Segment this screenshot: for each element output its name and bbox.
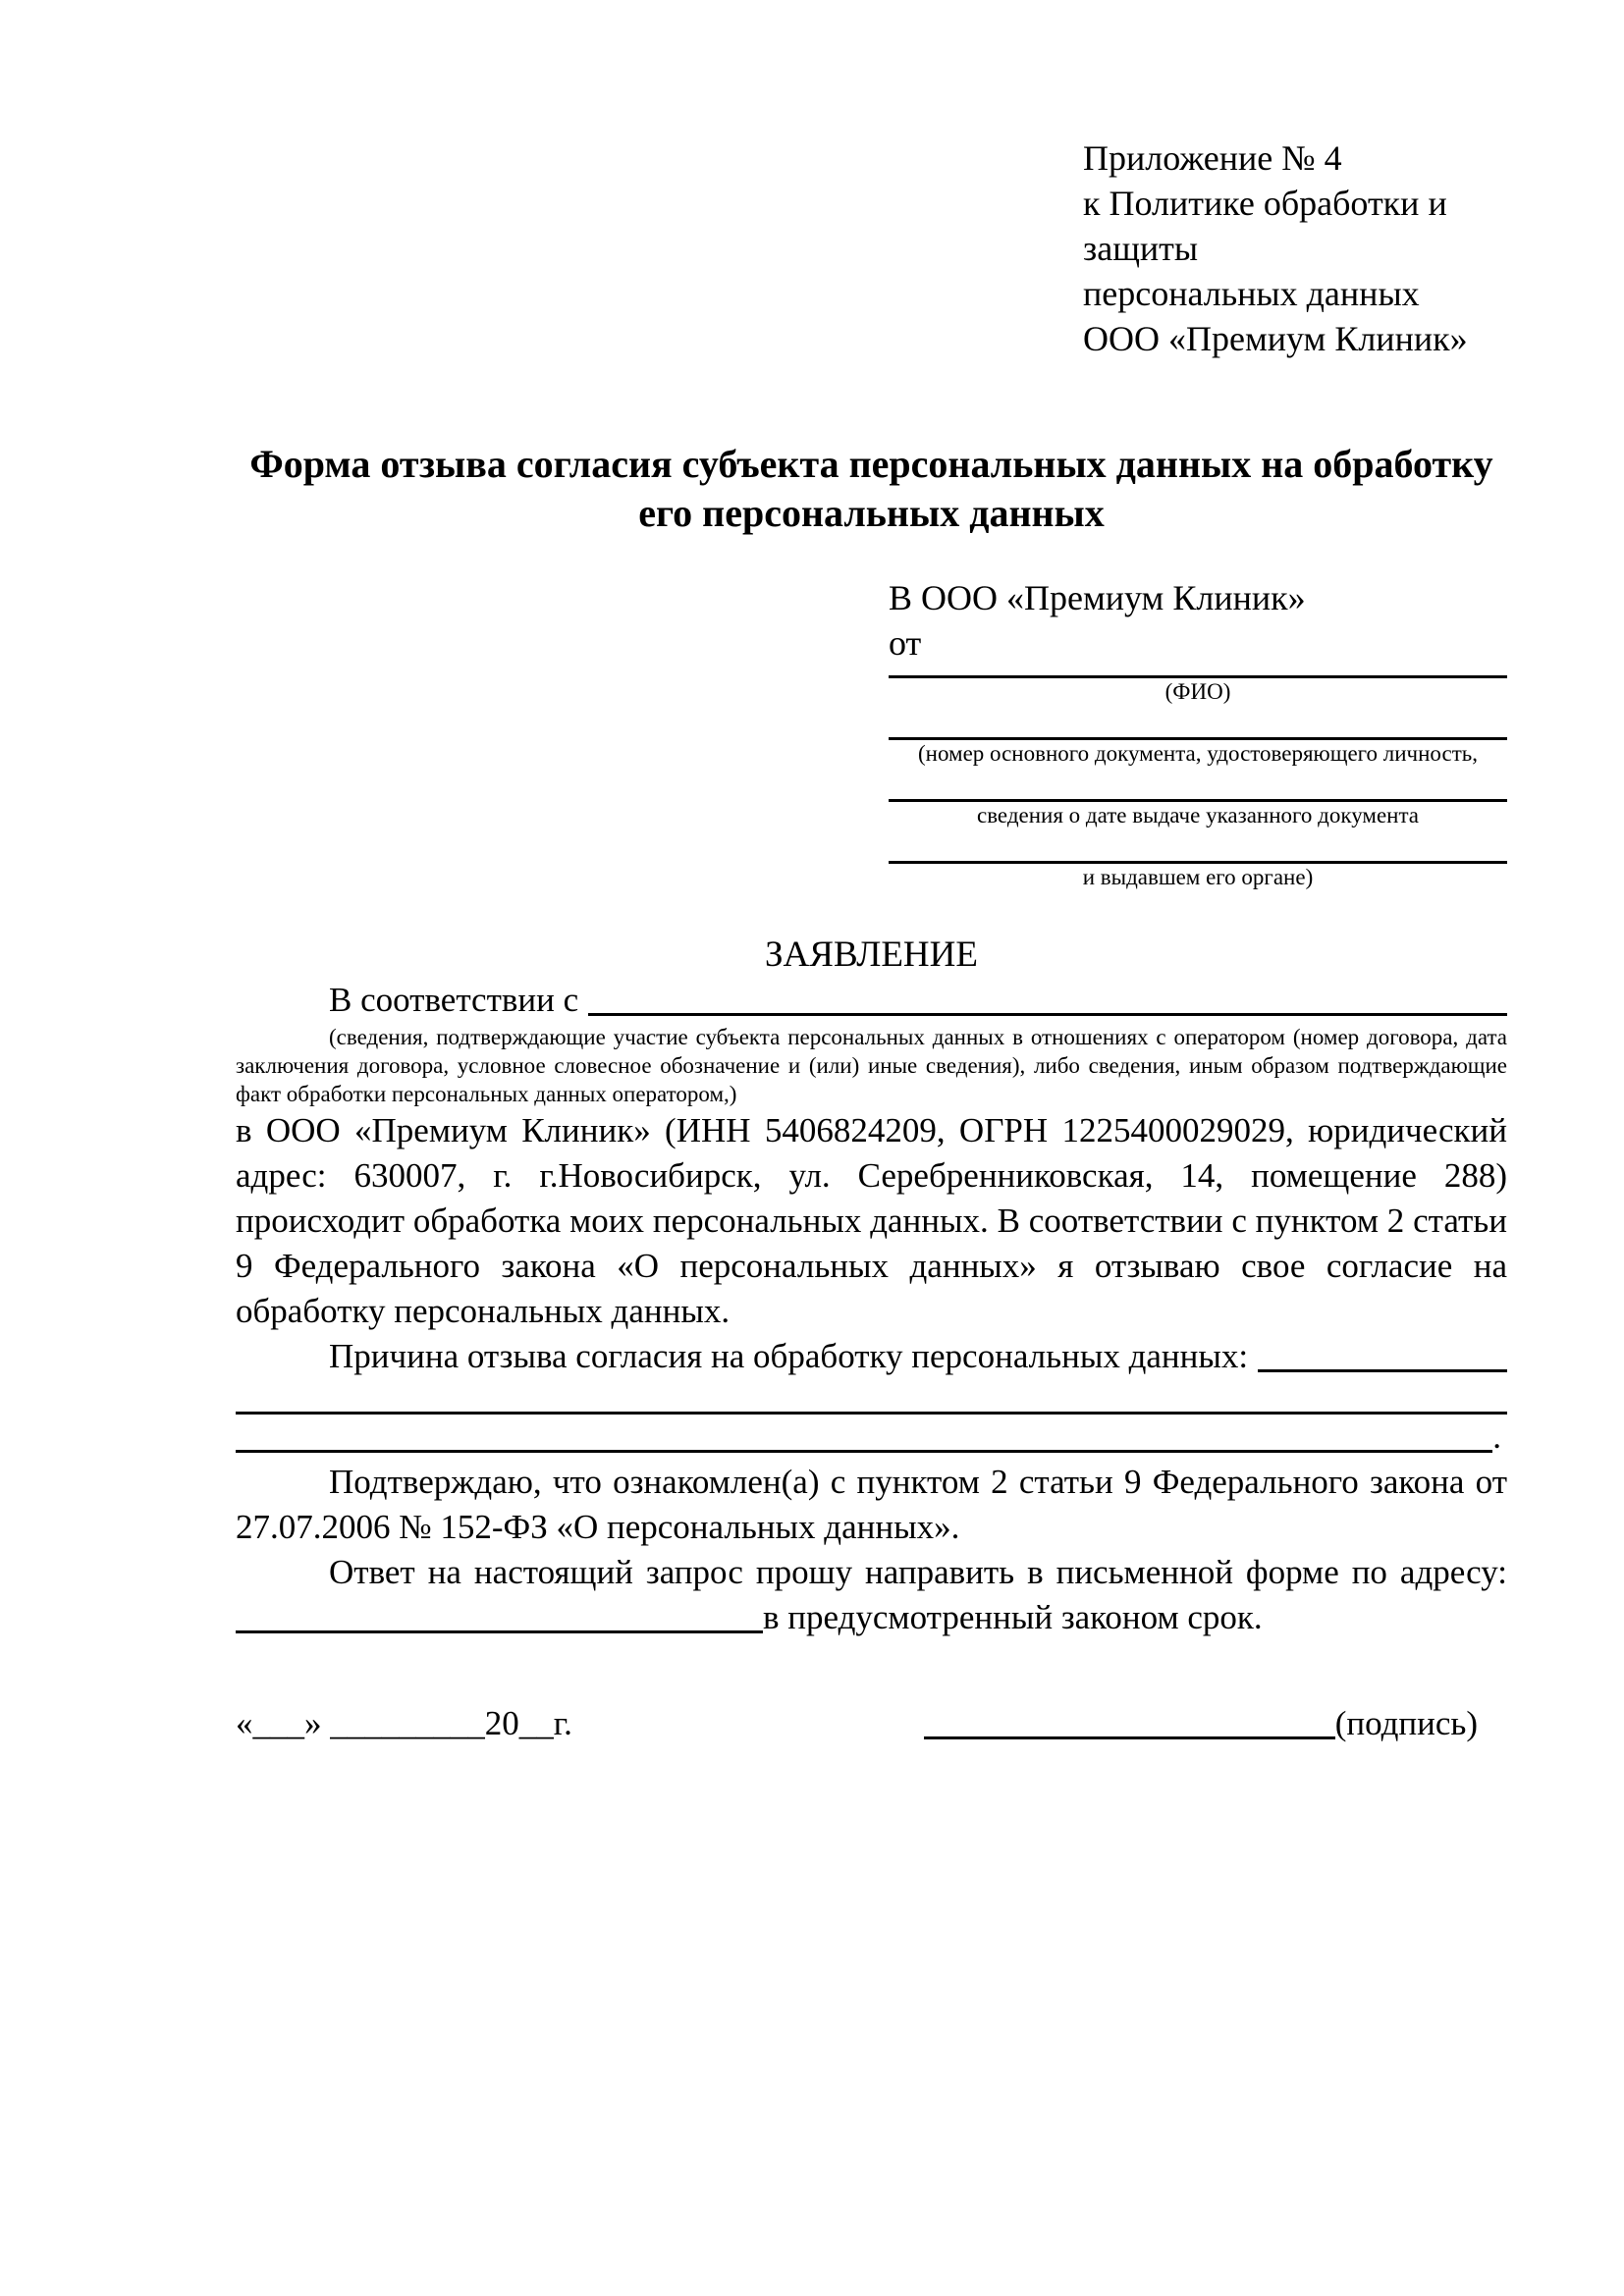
reply-tail: в предусмотренный законом срок. [763, 1598, 1263, 1636]
title-line-2: его персональных данных [638, 491, 1105, 535]
header-line-policy: к Политике обработки и защиты [1083, 184, 1447, 268]
signature-row [236, 1701, 1507, 1746]
addressee-block [889, 575, 1507, 891]
signature-blank-line [924, 1701, 1335, 1739]
confirm-paragraph: Подтверждаю, что ознакомлен(а) с пунктом 2 статьи 9 Федерального закона от 27.07.2006 № 152-ФЗ «О персональных данных». [236, 1463, 1507, 1546]
issue-org-caption: и выдавшем его органе) [1082, 865, 1314, 889]
reply-paragraph-line: Ответ на настоящий запрос прошу направить в письменной форме по адресу: [329, 1553, 1507, 1591]
statement-heading: ЗАЯВЛЕНИЕ [765, 934, 978, 975]
addressee-from: от [889, 623, 922, 663]
header-line-personal-data: персональных данных [1083, 274, 1420, 313]
signature-caption: (подпись) [1334, 1704, 1478, 1742]
doc-number-blank-line [889, 706, 1507, 740]
addressee-to: В ООО «Премиум Клиник» [889, 578, 1306, 617]
blank-write-row-2 [236, 1415, 1507, 1460]
reply-address-blank-line [236, 1595, 763, 1633]
reason-row [236, 1334, 1507, 1379]
fio-blank-line [889, 666, 1507, 678]
body-paragraph: в ООО «Премиум Клиник» (ИНН 5406824209, ОГРН 1225400029029, юридический адрес: 630007, г. г.Новосибирск, ул. Серебренниковская, 14, помещение 288) происходит обработка моих персональных данных. В соответствии с пунктом 2 статьи 9 Федерального закона «О персональных данных» я отзываю свое согласие на обработку персональных данных. [236, 1111, 1507, 1330]
intro-prefix: В соответствии с [329, 981, 579, 1019]
signature-area [924, 1701, 1478, 1746]
reason-prefix: Причина отзыва согласия на обработку персональных данных: [329, 1337, 1249, 1375]
header-line-annex: Приложение № 4 [1083, 138, 1342, 178]
document-title [236, 440, 1507, 538]
date-field: «___» _________20__г. [236, 1704, 572, 1742]
issue-date-caption: сведения о дате выдаче указанного документа [976, 803, 1420, 828]
header-block [1083, 135, 1507, 361]
title-line-1: Форма отзыва согласия субъекта персональных данных на обработку [249, 442, 1493, 486]
intro-row [236, 978, 1507, 1023]
blank-write-line-2 [236, 1415, 1492, 1453]
issue-date-blank-line [889, 768, 1507, 802]
intro-blank-line [588, 978, 1507, 1016]
reply-row [236, 1595, 1507, 1640]
doc-number-caption: (номер основного документа, удостоверяющего личность, [917, 741, 1478, 766]
reason-blank-line [1258, 1334, 1507, 1372]
blank-line-period: . [1492, 1417, 1501, 1456]
fio-caption: (ФИО) [1164, 679, 1231, 704]
issue-org-blank-line [889, 829, 1507, 864]
footnote-text: (сведения, подтверждающие участие субъекта персональных данных в отношениях с оператором (номер договора, дата заключения договора, условное словесное обозначение и (или) иные сведения), либо сведения, иным образом подтверждающие факт обработки персональных данных оператором,) [236, 1025, 1507, 1106]
header-line-company: ООО «Премиум Клиник» [1083, 319, 1468, 358]
